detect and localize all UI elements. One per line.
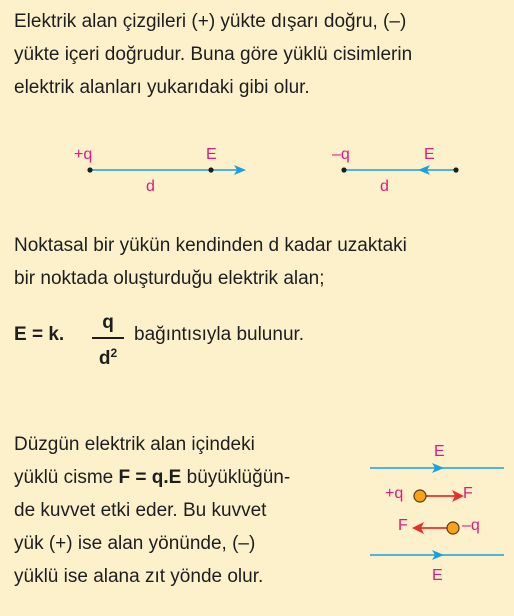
diagram1-point-dot <box>208 167 213 172</box>
force-formula: F = q.E <box>118 467 182 488</box>
diagram1-charge-dot <box>87 167 92 172</box>
positive-force-label: F <box>463 485 473 502</box>
diagram2-field-arrow <box>336 160 466 180</box>
positive-charge-force-arrow <box>408 485 468 507</box>
uniform-line-4: yük (+) ise alan yönünde, (–) <box>14 533 256 554</box>
formula-lhs: E = k. <box>14 324 65 345</box>
uniform-field-paragraph <box>14 428 346 593</box>
negative-charge-label: –q <box>462 517 480 534</box>
bottom-field-label: E <box>432 567 443 584</box>
uniform-line-2-pre: yüklü cisme <box>14 467 119 488</box>
top-field-label: E <box>434 443 445 460</box>
formula-denominator-base: d <box>98 348 111 369</box>
formula-description: bağıntısıyla bulunur. <box>134 324 305 345</box>
diagram2-charge-dot <box>453 167 458 172</box>
formula-fraction-bar <box>92 337 124 339</box>
negative-force-label: F <box>398 517 408 534</box>
diagram2-point-dot <box>341 167 346 172</box>
diagram1-field-arrow <box>80 160 250 180</box>
diagram2-charge-label: –q <box>332 146 350 163</box>
bottom-field-line <box>368 547 508 563</box>
point-charge-line-2: bir noktada oluşturduğu elektrik alan; <box>14 268 325 289</box>
intro-line-3: elektrik alanları yukarıdaki gibi olur. <box>14 77 310 98</box>
uniform-line-3: de kuvvet etki eder. Bu kuvvet <box>14 500 267 521</box>
diagram2-field-label: E <box>424 146 435 163</box>
positive-charge-label: +q <box>385 485 404 502</box>
top-field-line <box>368 460 508 476</box>
uniform-line-2 <box>14 461 346 494</box>
uniform-line-5: yüklü ise alana zıt yönde olur. <box>14 566 264 587</box>
point-charge-line-1: Noktasal bir yükün kendinden d kadar uzaktaki <box>14 235 407 256</box>
diagram1-charge-label: +q <box>74 146 93 163</box>
formula-fraction <box>92 312 124 370</box>
formula-denominator <box>92 342 124 370</box>
point-charge-paragraph <box>14 229 506 295</box>
formula-numerator: q <box>102 312 114 333</box>
intro-line-2: yükte içeri doğrudur. Buna göre yüklü cisimlerin <box>14 44 413 65</box>
negative-charge-ball <box>447 522 459 534</box>
diagram1-distance-label: d <box>146 178 155 195</box>
negative-charge-force-arrow <box>410 517 466 539</box>
intro-line-1: Elektrik alan çizgileri (+) yükte dışarı doğru, (–) <box>14 11 407 32</box>
uniform-line-2-post: büyüklüğün- <box>181 467 291 488</box>
diagram2-distance-label: d <box>380 178 389 195</box>
positive-charge-ball <box>414 490 426 502</box>
diagram1-field-label: E <box>206 146 217 163</box>
formula-denominator-exponent: 2 <box>110 346 118 360</box>
uniform-line-1: Düzgün elektrik alan içindeki <box>14 434 255 455</box>
intro-paragraph <box>14 5 506 104</box>
